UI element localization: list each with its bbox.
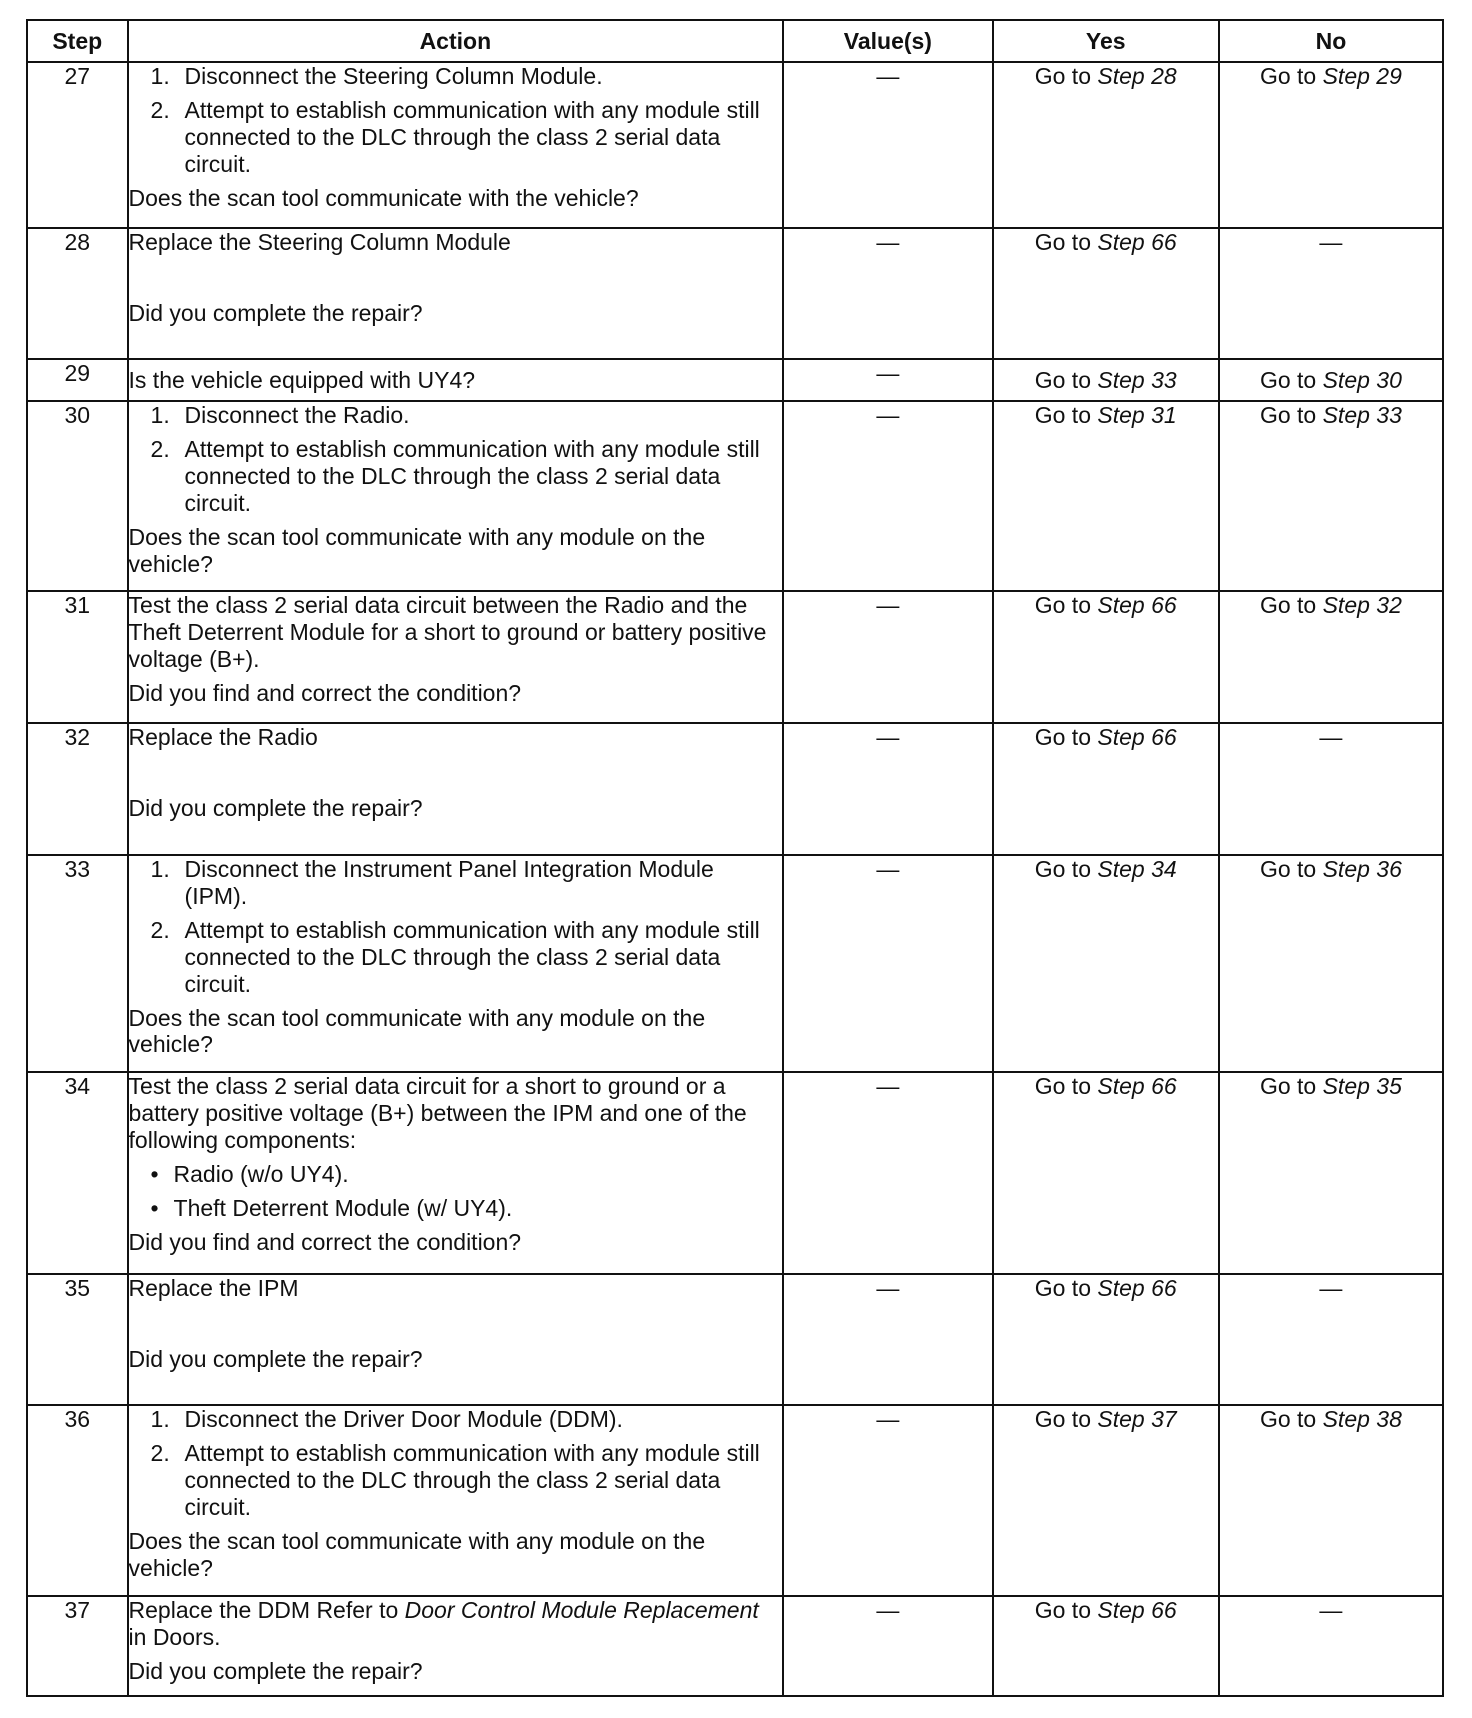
yes-cell: Go to Step 33 xyxy=(993,359,1219,401)
action-step: 2. Attempt to establish communication with any module still connected to the DLC through the class 2 serial data circuit. xyxy=(150,435,760,516)
value-cell: — xyxy=(783,591,992,723)
header-step: Step xyxy=(27,20,128,62)
action-question: Did you find and correct the condition? xyxy=(128,679,522,706)
table-row xyxy=(27,591,1443,723)
step-link[interactable]: Step 36 xyxy=(1322,856,1402,882)
table-row xyxy=(27,1072,1443,1274)
action-question: Did you find and correct the condition? xyxy=(128,1228,522,1255)
step-number: 30 xyxy=(27,401,128,591)
step-link[interactable]: Step 32 xyxy=(1322,592,1402,618)
value-cell: — xyxy=(783,401,992,591)
value-cell: — xyxy=(783,1072,992,1274)
action-text: Is the vehicle equipped with UY4? xyxy=(128,366,476,393)
action-cell xyxy=(128,401,784,591)
table-row xyxy=(27,855,1443,1072)
table-row xyxy=(27,1274,1443,1405)
value-cell: — xyxy=(783,228,992,359)
action-cell xyxy=(128,359,784,401)
yes-cell: Go to Step 66 xyxy=(993,723,1219,855)
action-question: Does the scan tool communicate with any module on the vehicle? xyxy=(128,1004,706,1058)
step-link[interactable]: Step 66 xyxy=(1097,724,1177,750)
step-link[interactable]: Step 66 xyxy=(1097,1275,1177,1301)
yes-cell: Go to Step 66 xyxy=(993,1072,1219,1274)
step-number: 29 xyxy=(27,359,128,401)
action-cell xyxy=(128,723,784,855)
action-question: Does the scan tool communicate with any module on the vehicle? xyxy=(128,1527,706,1581)
action-question: Does the scan tool communicate with the vehicle? xyxy=(128,184,639,211)
action-cell xyxy=(128,1274,784,1405)
no-cell: Go to Step 30 xyxy=(1219,359,1443,401)
procedure-link[interactable]: Door Control Module Replacement xyxy=(404,1597,759,1623)
step-link[interactable]: Step 33 xyxy=(1097,366,1177,393)
value-cell: — xyxy=(783,359,992,401)
table-row xyxy=(27,62,1443,228)
action-cell xyxy=(128,62,784,228)
yes-cell: Go to Step 31 xyxy=(993,401,1219,591)
action-question: Did you complete the repair? xyxy=(128,794,423,821)
step-link[interactable]: Step 66 xyxy=(1097,1073,1177,1099)
action-steps xyxy=(129,63,783,178)
step-number: 33 xyxy=(27,855,128,1072)
no-cell: Go to Step 33 xyxy=(1219,401,1443,591)
step-link[interactable]: Step 35 xyxy=(1322,1073,1402,1099)
step-link[interactable]: Step 33 xyxy=(1322,402,1402,428)
list-item: • Radio (w/o UY4). xyxy=(150,1160,349,1187)
step-number: 32 xyxy=(27,723,128,855)
no-cell: — xyxy=(1219,1274,1443,1405)
table-row xyxy=(27,228,1443,359)
action-cell xyxy=(128,1072,784,1274)
action-cell xyxy=(128,1405,784,1596)
header-action: Action xyxy=(128,20,784,62)
step-link[interactable]: Step 28 xyxy=(1097,63,1177,89)
table-row xyxy=(27,723,1443,855)
step-link[interactable]: Step 29 xyxy=(1322,63,1402,89)
header-yes: Yes xyxy=(993,20,1219,62)
action-text: Replace the IPM xyxy=(128,1275,299,1301)
step-link[interactable]: Step 37 xyxy=(1097,1406,1177,1432)
action-step: 1. Disconnect the Instrument Panel Integration Module (IPM). xyxy=(150,856,714,909)
action-step: 1. Disconnect the Driver Door Module (DDM). xyxy=(150,1406,623,1432)
action-step: 1. Disconnect the Radio. xyxy=(150,402,410,428)
yes-cell: Go to Step 37 xyxy=(993,1405,1219,1596)
value-cell: — xyxy=(783,1274,992,1405)
value-cell: — xyxy=(783,723,992,855)
step-link[interactable]: Step 38 xyxy=(1322,1406,1402,1432)
table-row xyxy=(27,401,1443,591)
action-text: Test the class 2 serial data circuit between the Radio and the Theft Deterrent Module for a short to ground or battery positive voltage (B+). xyxy=(128,592,767,672)
value-cell: — xyxy=(783,1405,992,1596)
header-row xyxy=(27,20,1443,62)
action-steps xyxy=(129,1406,783,1521)
list-item: • Theft Deterrent Module (w/ UY4). xyxy=(150,1194,513,1221)
action-cell xyxy=(128,1596,784,1696)
action-cell xyxy=(128,855,784,1072)
action-steps xyxy=(129,856,783,998)
action-cell xyxy=(128,591,784,723)
table-row xyxy=(27,359,1443,401)
no-cell: — xyxy=(1219,723,1443,855)
value-cell: — xyxy=(783,1596,992,1696)
yes-cell: Go to Step 66 xyxy=(993,1274,1219,1405)
yes-cell: Go to Step 66 xyxy=(993,591,1219,723)
step-link[interactable]: Step 66 xyxy=(1097,1597,1177,1623)
no-cell: Go to Step 32 xyxy=(1219,591,1443,723)
step-link[interactable]: Step 30 xyxy=(1322,366,1402,393)
yes-cell: Go to Step 34 xyxy=(993,855,1219,1072)
action-question: Does the scan tool communicate with any module on the vehicle? xyxy=(128,523,706,577)
step-number: 37 xyxy=(27,1596,128,1696)
yes-cell: Go to Step 66 xyxy=(993,228,1219,359)
step-number: 27 xyxy=(27,62,128,228)
action-steps xyxy=(129,402,783,517)
header-no: No xyxy=(1219,20,1443,62)
no-cell: Go to Step 36 xyxy=(1219,855,1443,1072)
value-cell: — xyxy=(783,855,992,1072)
no-cell: Go to Step 29 xyxy=(1219,62,1443,228)
action-step: 2. Attempt to establish communication with any module still connected to the DLC through the class 2 serial data circuit. xyxy=(150,96,760,177)
action-text: Replace the Steering Column Module xyxy=(128,229,511,255)
no-cell: Go to Step 35 xyxy=(1219,1072,1443,1274)
no-cell: Go to Step 38 xyxy=(1219,1405,1443,1596)
action-step: 2. Attempt to establish communication with any module still connected to the DLC through the class 2 serial data circuit. xyxy=(150,916,760,997)
yes-cell: Go to Step 66 xyxy=(993,1596,1219,1696)
no-cell: — xyxy=(1219,228,1443,359)
action-question: Did you complete the repair? xyxy=(128,1345,423,1372)
step-link[interactable]: Step 66 xyxy=(1097,229,1177,255)
header-values: Value(s) xyxy=(783,20,992,62)
diagnostic-table xyxy=(26,19,1444,1697)
action-step: 2. Attempt to establish communication with any module still connected to the DLC through the class 2 serial data circuit. xyxy=(150,1439,760,1520)
step-link[interactable]: Step 31 xyxy=(1097,402,1177,428)
action-question: Did you complete the repair? xyxy=(128,299,423,326)
step-link[interactable]: Step 66 xyxy=(1097,592,1177,618)
yes-cell: Go to Step 28 xyxy=(993,62,1219,228)
step-number: 35 xyxy=(27,1274,128,1405)
diagnostic-table-container xyxy=(26,19,1444,1697)
action-text: Replace the DDM Refer to Door Control Module Replacement in Doors. xyxy=(128,1597,759,1650)
action-step: 1. Disconnect the Steering Column Module. xyxy=(150,63,603,89)
step-link[interactable]: Step 34 xyxy=(1097,856,1177,882)
step-number: 36 xyxy=(27,1405,128,1596)
step-number: 31 xyxy=(27,591,128,723)
step-number: 28 xyxy=(27,228,128,359)
value-cell: — xyxy=(783,62,992,228)
component-list xyxy=(129,1161,783,1222)
no-cell: — xyxy=(1219,1596,1443,1696)
table-row xyxy=(27,1596,1443,1696)
step-number: 34 xyxy=(27,1072,128,1274)
table-row xyxy=(27,1405,1443,1596)
action-cell xyxy=(128,228,784,359)
action-text: Test the class 2 serial data circuit for a short to ground or a battery positive voltage (B+) between the IPM and one of the following components: xyxy=(128,1073,747,1153)
action-question: Did you complete the repair? xyxy=(128,1657,423,1684)
action-text: Replace the Radio xyxy=(128,724,318,750)
